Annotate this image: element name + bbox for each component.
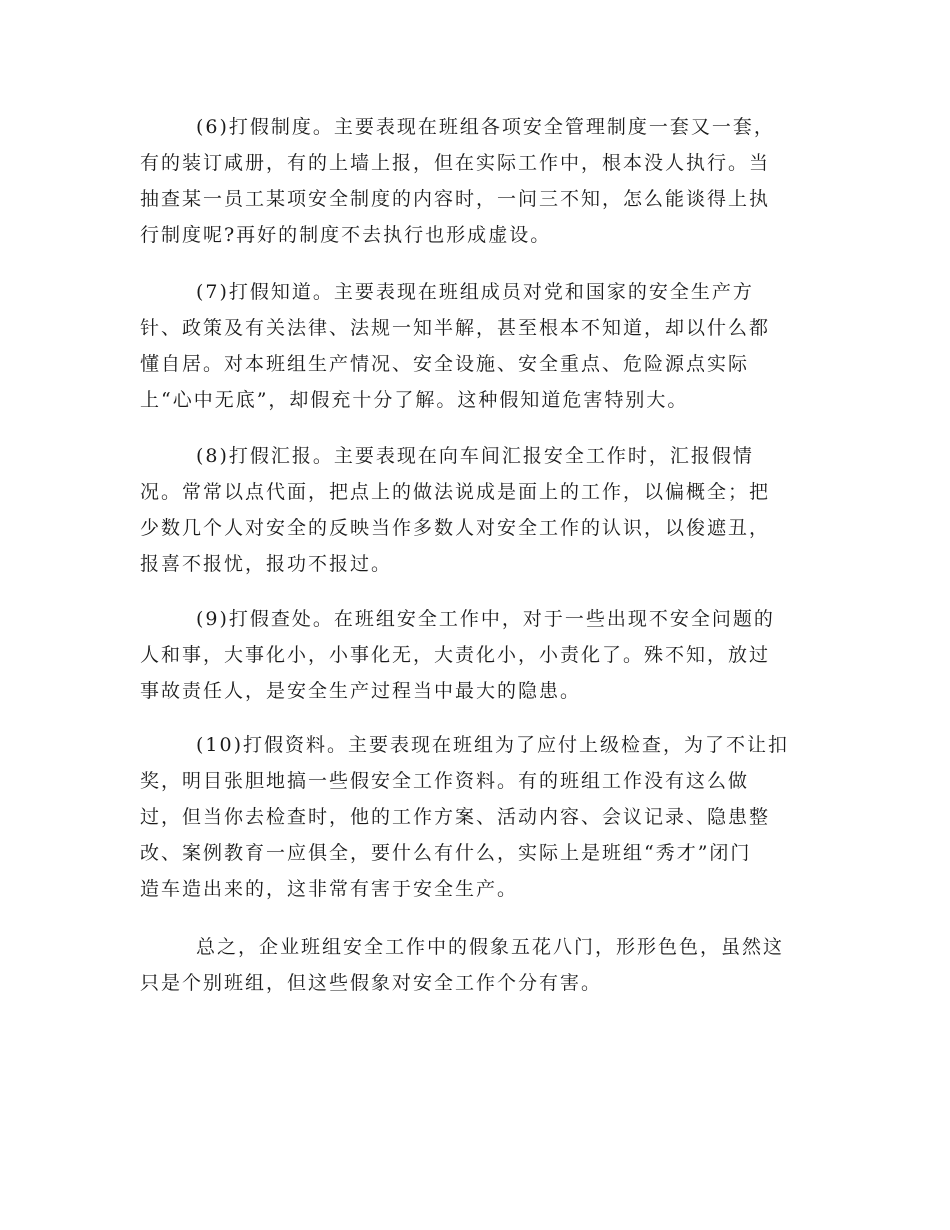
paragraph-line: (9)打假查处。在班组安全工作中，对于一些出现不安全问题的 bbox=[196, 608, 775, 630]
paragraph-line: 人和事，大事化小，小事化无，大责化小，小责化了。殊不知，放过 bbox=[140, 644, 771, 666]
paragraph-8 bbox=[140, 438, 820, 582]
paragraph-line: 况。常常以点代面，把点上的做法说成是面上的工作，以偏概全；把 bbox=[140, 481, 771, 503]
paragraph-line: 有的装订咸册，有的上墙上报，但在实际工作中，根本没人执行。当 bbox=[140, 152, 771, 174]
paragraph-line: 改、案例教育一应俱全，要什么有什么，实际上是班组“秀才”闭门 bbox=[140, 842, 752, 864]
paragraph-line: 上“心中无底”，却假充十分了解。这种假知道危害特别大。 bbox=[140, 389, 689, 411]
paragraph-7 bbox=[140, 274, 820, 418]
paragraph-line: (8)打假汇报。主要表现在向车间汇报安全工作时，汇报假情 bbox=[196, 445, 754, 467]
paragraph-line: 少数几个人对安全的反映当作多数人对安全工作的认识，以俊遮丑， bbox=[140, 517, 771, 539]
paragraph-line: 过，但当你去检查时，他的工作方案、活动内容、会议记录、隐患整 bbox=[140, 806, 771, 828]
paragraph-line: 造车造出来的，这非常有害于安全生产。 bbox=[140, 878, 519, 900]
paragraph-line: (7)打假知道。主要表现在班组成员对党和国家的安全生产方 bbox=[196, 281, 754, 303]
paragraph-line: (6)打假制度。主要表现在班组各项安全管理制度一套又一套， bbox=[196, 116, 775, 138]
paragraph-line: 报喜不报忧，报功不报过。 bbox=[140, 553, 393, 575]
paragraph-line: 总之，企业班组安全工作中的假象五花八门，形形色色，虽然这 bbox=[196, 936, 785, 958]
paragraph-9 bbox=[140, 601, 820, 709]
paragraph-line: 行制度呢?再好的制度不去执行也形成虚设。 bbox=[140, 224, 552, 246]
paragraph-6 bbox=[140, 109, 820, 253]
paragraph-line: 事故责任人，是安全生产过程当中最大的隐患。 bbox=[140, 680, 582, 702]
paragraph-line: 懂自居。对本班组生产情况、安全设施、安全重点、危险源点实际 bbox=[140, 353, 750, 375]
paragraph-10 bbox=[140, 727, 820, 907]
paragraph-conclusion bbox=[140, 929, 820, 1001]
paragraph-line: 奖，明目张胆地搞一些假安全工作资料。有的班组工作没有这么做 bbox=[140, 770, 750, 792]
paragraph-line: 抽查某一员工某项安全制度的内容时，一问三不知，怎么能谈得上执 bbox=[140, 188, 771, 210]
paragraph-line: (10)打假资料。主要表现在班组为了应付上级检查，为了不让扣 bbox=[196, 734, 790, 756]
paragraph-line: 针、政策及有关法律、法规一知半解，甚至根本不知道，却以什么都 bbox=[140, 317, 771, 339]
paragraph-line: 只是个别班组，但这些假象对安全工作个分有害。 bbox=[140, 972, 603, 994]
